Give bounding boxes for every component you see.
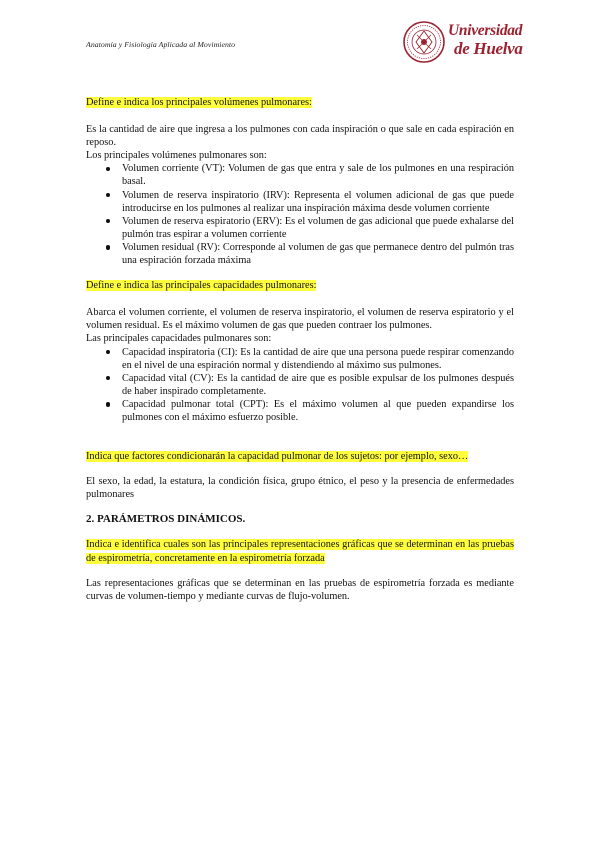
- list-item: Volumen corriente (VT): Volumen de gas que entra y sale de los pulmones en una respiración basal.: [122, 163, 514, 188]
- answer-factors: El sexo, la edad, la estatura, la condición física, grupo étnico, el peso y la presencia de enfermedades pulmonares: [86, 476, 514, 501]
- question-capacities: [86, 279, 514, 292]
- question-volumes-highlight: Define e indica los principales volúmenes pulmonares:: [86, 97, 312, 108]
- list-item: Volumen residual (RV): Corresponde al volumen de gas que permanece dentro del pulmón tras una espiración forzada máxima: [122, 241, 514, 267]
- document-body: [86, 96, 514, 603]
- course-header: Anatomía y Fisiología Aplicada al Movimiento: [86, 40, 236, 49]
- volumes-list-intro: Los principales volúmenes pulmonares son:: [86, 150, 267, 162]
- list-item: Capacidad vital (CV): Es la cantidad de aire que es posible expulsar de los pulmones después de haber inspirado completamente.: [122, 372, 514, 397]
- answer-graphs: Las representaciones gráficas que se determinan en las pruebas de espirometría forzada es mediante curvas de volumen-tiempo y mediante curvas de flujo-volumen.: [86, 577, 514, 602]
- question-capacities-highlight: Define e indica las principales capacidades pulmonares:: [86, 280, 317, 292]
- question-factors-highlight: Indica que factores condicionarán la capacidad pulmonar de los sujetos: por ejemplo, sexo…: [86, 451, 469, 463]
- university-name-line2: de Huelva: [454, 39, 523, 58]
- university-name-line1: Universidad: [448, 22, 523, 39]
- list-item: Capacidad pulmonar total (CPT): Es el máximo volumen al que pueden expandirse los pulmones con el máximo esfuerzo posible.: [122, 398, 514, 423]
- question-graphs-highlight: Indica e identifica cuales son las principales representaciones gráficas que se determinan en las pruebas de espirometría, concretamente en la espirometría forzada: [86, 539, 514, 564]
- university-seal-icon: [402, 20, 446, 64]
- list-item: Capacidad inspiratoria (CI): Es la cantidad de aire que una persona puede respirar comenzando en el nivel de una espiración normal y distendiendo al máximo sus pulmones.: [122, 346, 514, 371]
- university-logo: [402, 20, 542, 72]
- capacities-list: [86, 346, 514, 425]
- answer-volumes-intro: Es la cantidad de aire que ingresa a los pulmones con cada inspiración o que sale en cada espiración en reposo.: [86, 124, 514, 149]
- list-item: Volumen de reserva inspiratorio (IRV): Representa el volumen adicional de gas que puede introducirse en los pulmones al realizar una inspiración máxima desde volumen corriente: [122, 189, 514, 214]
- question-graphs: [86, 538, 514, 564]
- answer-capacities-intro: Abarca el volumen corriente, el volumen de reserva inspiratorio, el volumen de reserva espiratorio y el volumen residual. Es el máximo volumen de gas que pueden contraer los pulmones.: [86, 307, 514, 332]
- volumes-list: [86, 162, 514, 267]
- capacities-list-intro: Las principales capacidades pulmonares son:: [86, 333, 272, 345]
- university-wordmark: [448, 22, 523, 58]
- list-item: Volumen de reserva espiratorio (ERV): Es el volumen de gas adicional que puede exhalarse del pulmón tras espirar a volumen corriente: [122, 215, 514, 240]
- question-factors: [86, 450, 514, 463]
- section-heading: 2. PARÁMETROS DINÁMICOS.: [86, 513, 246, 526]
- question-volumes: [86, 96, 514, 109]
